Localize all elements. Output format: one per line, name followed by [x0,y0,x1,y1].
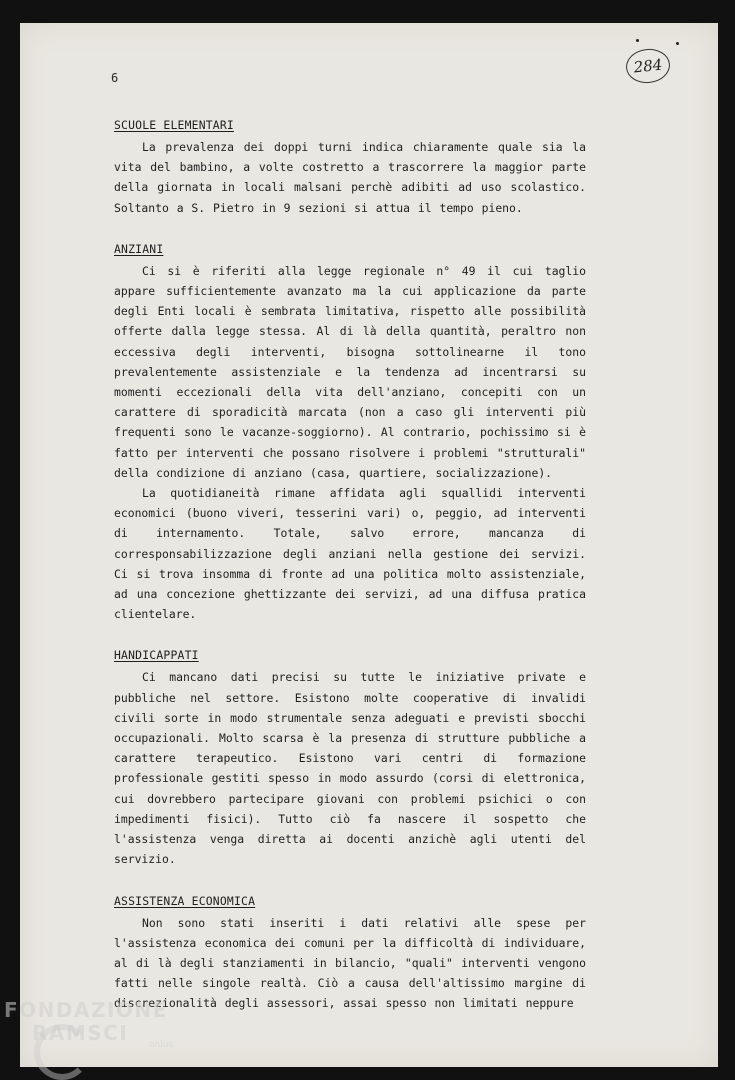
section-handicappati [114,647,586,869]
ink-dot [636,39,639,42]
section-heading: SCUOLE ELEMENTARI [114,118,234,132]
watermark-line: FONDAZIONE [4,998,168,1022]
gramsci-g-logo-icon [34,1024,90,1080]
fondazione-gramsci-watermark [4,998,173,1050]
paragraph: Ci si è riferiti alla legge regionale n° 49 il cui taglio appare sufficientemente avanzato ma la cui applicazione da parte degli Enti locali è sembrata limitativa, rispetto alle possibilità offerte dalla legge stessa. Al di là della quantità, peraltro non eccessiva degli interventi, bisogna sottolinearne il tono prevalentemente assistenziale e la tendenza ad incentrarsi su momenti eccezionali della vita dell'anziano, concepiti con un carattere di sporadicità marcata (non a caso gli interventi più frequenti sono le vacanze-soggiorno). Al contrario, pochissimo si è fatto per interventi che possano risolvere i problemi "strutturali" della condizione di anziano (casa, quartiere, socializzazione). [114,263,586,480]
section-heading: HANDICAPPATI [114,648,199,663]
paragraph: Non sono stati inseriti i dati relativi alle spese per l'assistenza economica dei comuni per la difficoltà di individuare, al di là degli stanziamenti in bilancio, "quali" interventi vengono fatti nelle singole realtà. Ciò a causa dell'altissimo margine di discrezionalità degli assessori, assai spesso non limitati neppure [114,915,586,1011]
paragraph: La quotidianeità rimane affidata agli squallidi interventi economici (buono viveri, tesserini vari) o, peggio, ad interventi di internamento. Totale, salvo errore, mancanza di corresponsabilizzazione degli anziani nella gestione dei servizi. Ci si trova insomma di fronte ad una politica molto assistenziale, ad una concezione ghettizzante dei servizi, ad una diffusa pratica clientelare. [114,486,586,622]
archive-number-stamp: 284 [624,47,671,85]
paragraph: Ci mancano dati precisi su tutte le iniziative private e pubbliche nel settore. Esistono molte cooperative di invalidi civili sorte in modo strumentale senza adeguati e previsti sbocchi occupazionali. Molto scarsa è la presenza di strutture pubbliche a carattere terapeutico. Esistono vari centri di formazione professionale gestiti spesso in modo assurdo (corsi di elettronica, cui dovrebbero partecipare giovani con problemi psichici o con impedimenti fisici). Tutto ciò fa nascere il sospetto che l'assistenza venga diretta ai docenti anzichè agli utenti del servizio. [114,670,586,867]
watermark-line: RAMSCI [32,1021,129,1045]
watermark-line: onlus [149,1040,174,1050]
page-number: 6 [111,71,119,85]
document-body [114,117,586,1037]
section-scuole-elementari [114,117,586,218]
section-heading: ASSISTENZA ECONOMICA [114,893,256,908]
ink-dot [676,42,679,45]
section-heading: ANZIANI [114,241,164,256]
section-assistenza-economica [114,893,586,1014]
paragraph: La prevalenza dei doppi turni indica chiaramente quale sia la vita del bambino, a volte costretto a trascorrere la maggior parte della giornata in locali malsani perchè adibiti ad uso scolastico. Soltanto a S. Pietro in 9 sezioni si attua il tempo pieno. [114,140,586,215]
section-anziani [114,241,586,625]
